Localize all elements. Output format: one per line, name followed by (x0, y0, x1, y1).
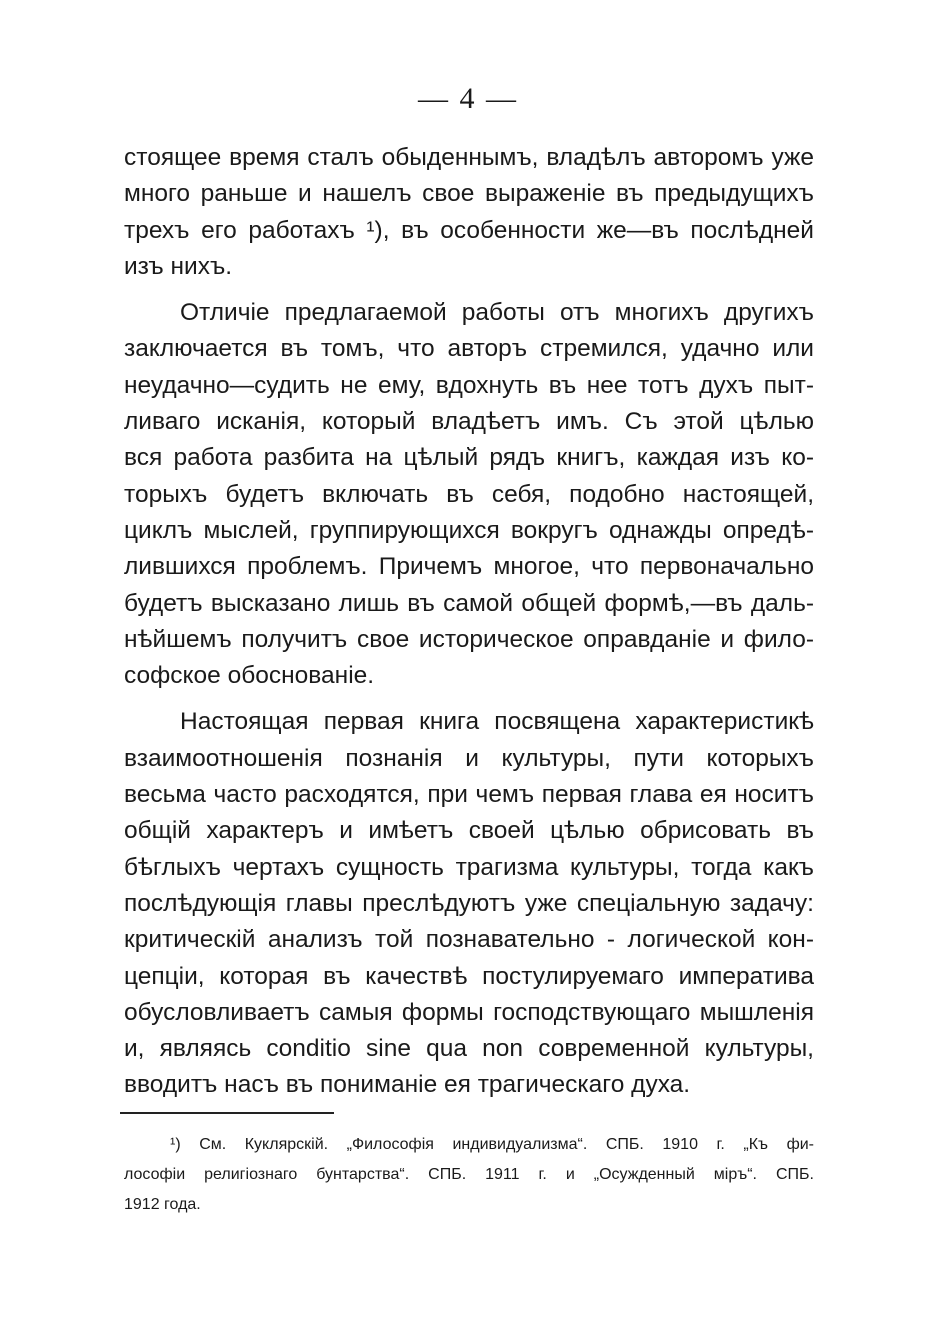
paragraph-1-line: много раньше и нашелъ свое выраженіе въ предыдущихъ (124, 180, 814, 208)
footnote-line: 1912 года. (124, 1196, 201, 1213)
paragraph-2-line: софское обоснованіе. (124, 662, 375, 690)
paragraph-2-line: вся работа разбита на цѣлый рядъ книгъ, каждая изъ ко- (124, 444, 814, 472)
paragraph-3-line: вводитъ насъ въ пониманіе ея трагическаго духа. (124, 1071, 691, 1099)
paragraph-1-line: стоящее время сталъ обыденнымъ, владѣлъ авторомъ уже (124, 144, 814, 171)
page-number: — 4 — (418, 82, 518, 115)
paragraph-3-line: и, являясь conditio sine qua non современной культуры, (124, 1035, 814, 1063)
paragraph-2-line: циклъ мыслей, группирующихся вокругъ однажды опредѣ- (124, 516, 814, 544)
paragraph-2-line: заключается въ томъ, что авторъ стремился, удачно или (124, 335, 814, 363)
paragraph-3-line: взаимоотношенія познанія и культуры, пути которыхъ (124, 744, 814, 772)
paragraph-2-line: ливаго исканія, который владѣетъ имъ. Съ этой цѣлью (124, 408, 814, 436)
paragraph-3-line: Настоящая первая книга посвящена характеристикѣ (180, 708, 814, 736)
paragraph-3-line: критическій анализъ той познавательно - логической кон- (124, 926, 814, 954)
footnote (124, 1130, 814, 1220)
paragraph-3-line: весьма часто расходятся, при чемъ первая глава ея носитъ (124, 781, 814, 809)
body-text (124, 140, 814, 1104)
paragraph-2-line: будетъ высказано лишь въ самой общей формѣ,—въ даль- (124, 589, 814, 617)
footnote-line: ¹) См. Куклярскій. „Философія индивидуализма“. СПБ. 1910 г. „Къ фи- (170, 1136, 814, 1153)
paragraph-1-line: трехъ его работахъ ¹), въ особенности же—въ послѣдней (124, 216, 814, 244)
paragraph-2-line: неудачно—судить не ему, вдохнуть въ нее тотъ духъ пыт- (124, 371, 814, 399)
paragraph-2-line: лившихся проблемъ. Причемъ многое, что первоначально (124, 553, 814, 581)
paragraph-3-line: послѣдующія главы преслѣдуютъ уже спеціальную задачу: (124, 889, 814, 917)
paragraph-2-line: нѣйшемъ получитъ свое историческое оправданіе и фило- (124, 625, 814, 653)
paragraph-3-line: обусловливаетъ самыя формы господствующаго мышленія (124, 998, 814, 1026)
footnote-divider (120, 1112, 334, 1114)
paragraph-3-line: цепціи, которая въ качествѣ постулируемаго императива (124, 962, 814, 990)
paragraph-1-line: изъ нихъ. (124, 252, 233, 280)
paragraph-2-line: Отличіе предлагаемой работы отъ многихъ другихъ (180, 299, 814, 327)
paragraph-3-line: общій характеръ и имѣетъ своей цѣлью обрисовать въ (124, 817, 814, 845)
paragraph-3-line: бѣглыхъ чертахъ сущность трагизма культуры, тогда какъ (124, 853, 814, 881)
paragraph-2-line: торыхъ будетъ включать въ себя, подобно настоящей, (124, 480, 814, 508)
footnote-line: лософіи религіознаго бунтарства“. СПБ. 1911 г. и „Осужденный міръ“. СПБ. (124, 1166, 814, 1183)
